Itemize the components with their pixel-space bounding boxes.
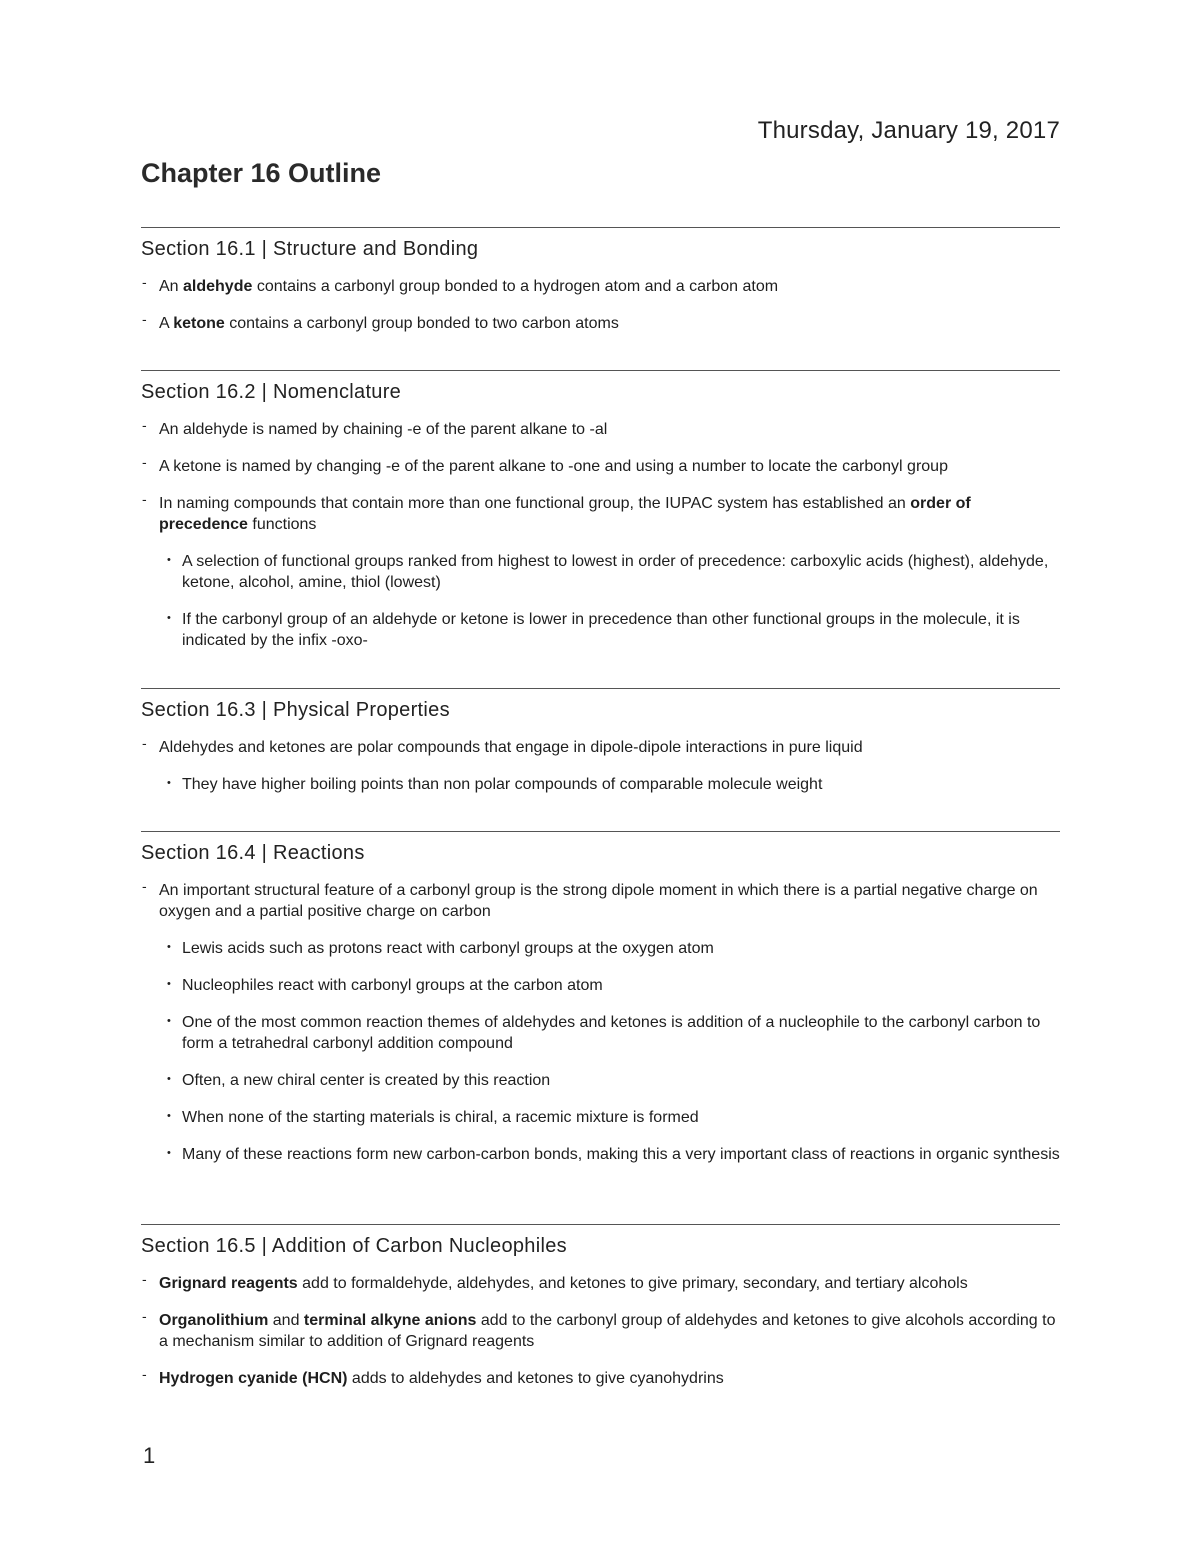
sub-list-item	[141, 1107, 1060, 1128]
sub-list-item	[141, 938, 1060, 959]
dot-bullet: •	[167, 941, 171, 953]
section-16-3	[141, 688, 1060, 831]
section-heading: Section 16.2 | Nomenclature	[141, 381, 402, 403]
term-hydrogen-cyanide: Hydrogen cyanide (HCN)	[159, 1370, 348, 1387]
dash-bullet: -	[142, 491, 147, 507]
dash-bullet: -	[142, 1366, 147, 1382]
item-text: contains a carbonyl group bonded to a hydrogen atom and a carbon atom	[252, 278, 779, 295]
item-text: If the carbonyl group of an aldehyde or ketone is lower in precedence than other functional groups in the molecule, it is indicated by the infix -oxo-	[182, 611, 1020, 649]
dash-bullet: -	[142, 878, 147, 894]
list-item	[141, 419, 1060, 440]
list-item	[141, 1310, 1060, 1352]
sub-list-item	[141, 975, 1060, 996]
sub-list-item	[141, 1012, 1060, 1054]
sub-list-item	[141, 1144, 1060, 1165]
item-text: Lewis acids such as protons react with carbonyl groups at the oxygen atom	[182, 940, 714, 957]
list-item	[141, 880, 1060, 922]
term-ketone: ketone	[173, 315, 225, 332]
page-number: 1	[143, 1443, 156, 1468]
section-16-4	[141, 831, 1060, 1224]
dot-bullet: •	[167, 1073, 171, 1085]
dot-bullet: •	[167, 1147, 171, 1159]
section-heading: Section 16.3 | Physical Properties	[141, 699, 450, 721]
dash-bullet: -	[142, 1271, 147, 1287]
item-text: adds to aldehydes and ketones to give cyanohydrins	[347, 1370, 724, 1387]
item-text: add to formaldehyde, aldehydes, and ketones to give primary, secondary, and tertiary alcohols	[297, 1275, 968, 1292]
item-text: One of the most common reaction themes of aldehydes and ketones is addition of a nucleophile to the carbonyl carbon to form a tetrahedral carbonyl addition compound	[182, 1014, 1041, 1052]
item-text: Often, a new chiral center is created by this reaction	[182, 1072, 551, 1089]
list-item	[141, 276, 1060, 297]
dash-bullet: -	[142, 274, 147, 290]
item-text: functions	[247, 516, 317, 533]
section-16-1	[141, 227, 1060, 370]
section-heading: Section 16.5 | Addition of Carbon Nucleophiles	[141, 1235, 567, 1257]
list-item	[141, 493, 1060, 535]
dot-bullet: •	[167, 1015, 171, 1027]
section-16-2	[141, 370, 1060, 688]
item-text: A	[159, 315, 174, 332]
section-16-5	[141, 1224, 1060, 1425]
outline-content	[141, 227, 1060, 1425]
term-grignard-reagents: Grignard reagents	[159, 1275, 298, 1292]
item-text: Aldehydes and ketones are polar compounds that engage in dipole-dipole interactions in pure liquid	[159, 739, 863, 756]
term-aldehyde: aldehyde	[183, 278, 253, 295]
dot-bullet: •	[167, 554, 171, 566]
sub-list-item	[141, 1070, 1060, 1091]
list-item	[141, 1273, 1060, 1294]
item-text: They have higher boiling points than non polar compounds of comparable molecule weight	[182, 776, 823, 793]
dash-bullet: -	[142, 311, 147, 327]
term-order-of-precedence: order of precedence	[159, 495, 971, 533]
item-text: contains a carbonyl group bonded to two carbon atoms	[224, 315, 619, 332]
page-title: Chapter 16 Outline	[141, 158, 382, 188]
dash-bullet: -	[142, 417, 147, 433]
item-text: An important structural feature of a carbonyl group is the strong dipole moment in which there is a partial negative charge on oxygen and a partial positive charge on carbon	[159, 882, 1038, 920]
sub-list-item	[141, 551, 1060, 593]
item-text: add to the carbonyl group of aldehydes and ketones to give alcohols according to a mechanism similar to addition of Grignard reagents	[159, 1312, 1056, 1350]
list-item	[141, 456, 1060, 477]
dot-bullet: •	[167, 777, 171, 789]
sub-list-item	[141, 774, 1060, 795]
item-text: and	[268, 1312, 304, 1329]
item-text: A ketone is named by changing -e of the parent alkane to -one and using a number to locate the carbonyl group	[159, 458, 948, 475]
item-text: An aldehyde is named by chaining -e of the parent alkane to -al	[159, 421, 608, 438]
section-heading: Section 16.4 | Reactions	[141, 842, 365, 864]
item-text: A selection of functional groups ranked from highest to lowest in order of precedence: carboxylic acids (highest), aldehyde, ketone, alcohol, amine, thiol (lowest)	[182, 553, 1049, 591]
dash-bullet: -	[142, 1308, 147, 1324]
list-item	[141, 737, 1060, 758]
list-item	[141, 313, 1060, 334]
item-text: An	[159, 278, 184, 295]
term-organolithium: Organolithium	[159, 1312, 269, 1329]
dot-bullet: •	[167, 978, 171, 990]
item-text: In naming compounds that contain more than one functional group, the IUPAC system has established an	[159, 495, 911, 512]
section-heading: Section 16.1 | Structure and Bonding	[141, 238, 479, 260]
dot-bullet: •	[167, 1110, 171, 1122]
dash-bullet: -	[142, 735, 147, 751]
dash-bullet: -	[142, 454, 147, 470]
item-text: Nucleophiles react with carbonyl groups at the carbon atom	[182, 977, 603, 994]
document-date: Thursday, January 19, 2017	[757, 117, 1060, 144]
item-text: Many of these reactions form new carbon-carbon bonds, making this a very important class of reactions in organic synthesis	[182, 1146, 1060, 1163]
item-text: When none of the starting materials is chiral, a racemic mixture is formed	[182, 1109, 699, 1126]
sub-list-item	[141, 609, 1060, 651]
term-terminal-alkyne-anions: terminal alkyne anions	[303, 1312, 477, 1329]
list-item	[141, 1368, 1060, 1389]
dot-bullet: •	[167, 612, 171, 624]
